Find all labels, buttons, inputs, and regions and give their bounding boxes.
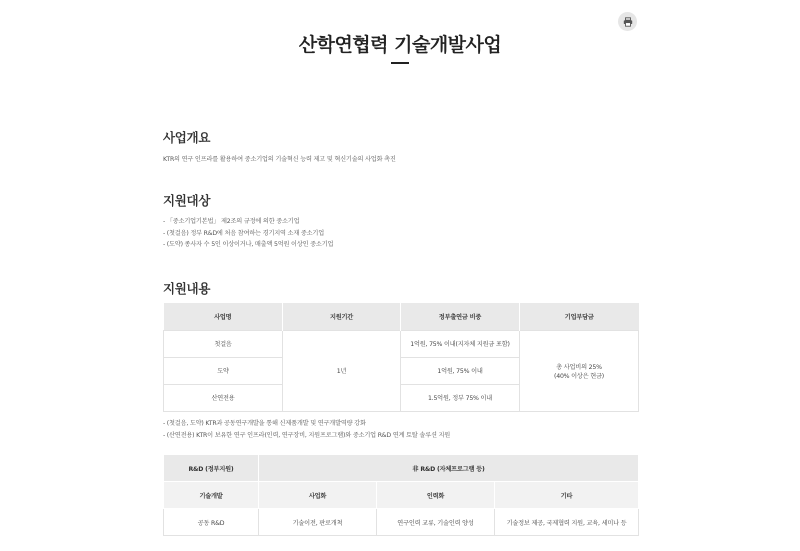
page-title: 산학연협력 기술개발사업 [298,34,502,56]
column-header: 정부출연금 비중 [401,303,520,330]
table-header-row [164,303,639,330]
target-item: - 「중소기업기본법」 제2조의 규정에 의한 중소기업 [163,218,300,225]
program-name: 첫걸음 [164,330,283,357]
support-section [163,279,638,297]
support-title: 지원내용 [163,281,211,296]
support-notes [163,418,450,441]
column-header: 지원기간 [283,303,401,330]
rnd-table [163,454,639,536]
table-subheader-row [164,482,639,509]
overview-section [163,128,638,166]
group-header: 非 R&D (자체프로그램 등) [259,455,639,482]
company-burden-line: 총 사업비의 25% [556,363,602,371]
sub-header: 사업화 [259,482,377,509]
target-item: - (첫걸음) 정부 R&D에 처음 참여하는 경기지역 소재 중소기업 [163,229,324,237]
table-row [164,330,639,357]
gov-ratio: 1억원, 75% 이내(지자체 지원금 포함) [401,330,520,357]
target-title: 지원대상 [163,193,211,208]
table-header-row [164,455,639,482]
print-button[interactable] [618,12,637,31]
table-cell: 기술이전, 판로개척 [259,509,377,536]
sub-header: 기술개발 [164,482,259,509]
target-section [163,191,638,251]
column-header: 사업명 [164,303,283,330]
group-header: R&D (정부지원) [164,455,259,482]
company-burden [520,330,639,411]
support-table [163,303,639,412]
gov-ratio: 1억원, 75% 이내 [401,357,520,384]
program-name: 산연전용 [164,384,283,411]
target-list [163,216,638,251]
note-item: - (첫걸음, 도약) KTR과 공동연구개발을 통해 신제품개발 및 연구개발역량 강화 [163,420,366,427]
title-underline [391,62,409,64]
overview-title: 사업개요 [163,130,211,145]
overview-description: KTR의 연구 인프라를 활용하여 중소기업의 기술혁신 능력 제고 및 혁신기술의 사업화 촉진 [163,156,396,163]
target-item: - (도약) 종사자 수 5인 이상이거나, 매출액 5억원 이상인 중소기업 [163,241,334,248]
support-period: 1년 [283,330,401,411]
column-header: 기업부담금 [520,303,639,330]
gov-ratio: 1.5억원, 정부 75% 이내 [401,384,520,411]
table-cell: 연구인력 교류, 기술인력 양성 [377,509,495,536]
table-cell: 공동 R&D [164,509,259,536]
sub-header: 기타 [495,482,639,509]
program-name: 도약 [164,357,283,384]
sub-header: 인력화 [377,482,495,509]
company-burden-line: (40% 이상은 현금) [554,372,604,380]
print-icon [623,17,633,27]
table-cell: 기술정보 제공, 국제협력 지원, 교육, 세미나 등 [495,509,639,536]
table-row [164,509,639,536]
note-item: - (산연전용) KTR이 보유한 연구 인프라(인력, 연구장비, 지원프로그램)와 중소기업 R&D 연계 토탈 솔루션 지원 [163,431,451,439]
